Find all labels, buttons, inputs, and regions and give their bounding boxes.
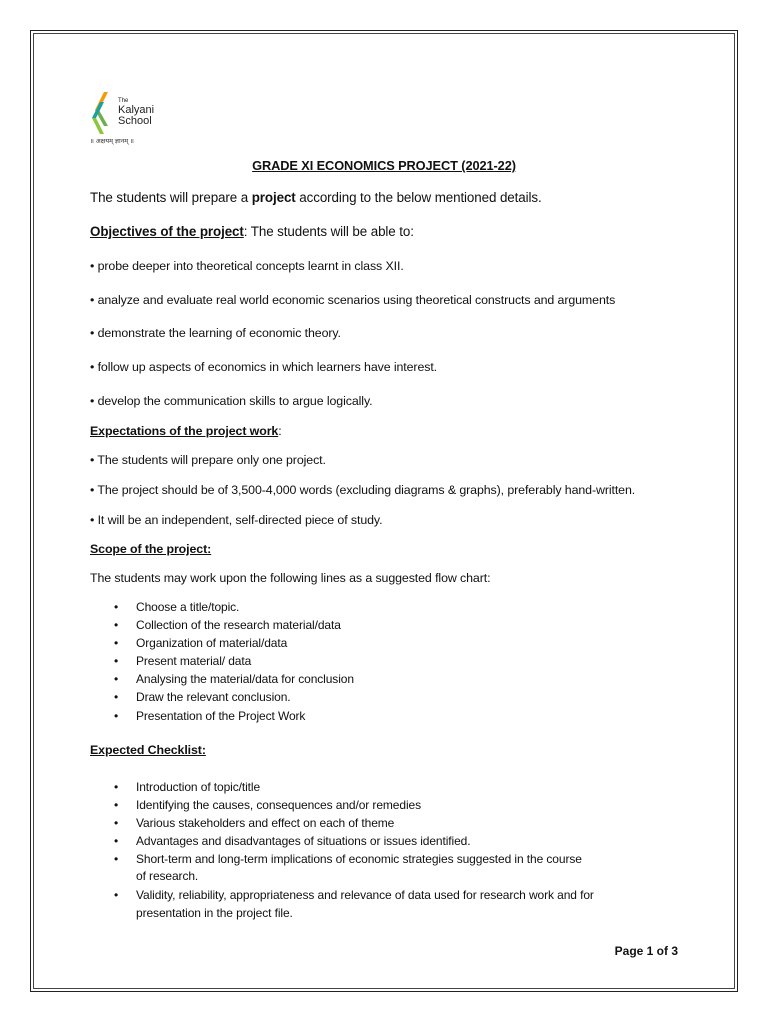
checklist-item: Short-term and long-term implications of economic strategies suggested in the course (136, 852, 582, 866)
intro-pre: The students will prepare a (90, 190, 252, 205)
checklist-item-continued: of research. (136, 869, 199, 883)
objective-item: • develop the communication skills to argue logically. (90, 394, 373, 408)
bullet-icon: • (114, 672, 119, 686)
objective-item: • analyze and evaluate real world economic scenarios using theoretical constructs and arguments (90, 293, 616, 307)
bullet-icon: • (114, 852, 119, 866)
checklist-heading: Expected Checklist: (90, 743, 206, 757)
objective-item: • follow up aspects of economics in which learners have interest. (90, 360, 438, 374)
checklist-item: Various stakeholders and effect on each of theme (136, 816, 395, 830)
expectation-item: • It will be an independent, self-directed piece of study. (90, 513, 383, 527)
scope-item: Analysing the material/data for conclusion (136, 672, 354, 686)
logo-motto: ॥ अक्षयम् ज्ञानम् ॥ (90, 138, 134, 145)
scope-item: Organization of material/data (136, 636, 288, 650)
bullet-icon: • (114, 709, 119, 723)
logo-line1: Kalyani (118, 104, 155, 116)
checklist-item: Validity, reliability, appropriateness and relevance of data used for research work and for (136, 888, 594, 902)
checklist-item: Introduction of topic/title (136, 780, 261, 794)
logo-line2: School (118, 114, 152, 127)
bullet-icon: • (114, 834, 119, 848)
bullet-icon: • (114, 798, 119, 812)
bullet-icon: • (114, 690, 119, 704)
objectives-heading-rest: : The students will be able to: (243, 224, 414, 239)
expectations-colon: : (278, 424, 282, 438)
objectives-heading-label: Objectives of the project (90, 224, 244, 239)
objectives-heading (90, 224, 414, 239)
checklist-item: Identifying the causes, consequences and/or remedies (136, 798, 421, 812)
bullet-icon: • (114, 618, 119, 632)
intro-post: according to the below mentioned details. (295, 190, 542, 205)
page-title: GRADE XI ECONOMICS PROJECT (2021-22) (252, 158, 516, 173)
scope-intro: The students may work upon the following lines as a suggested flow chart: (90, 571, 491, 585)
bullet-icon: • (114, 654, 119, 668)
bullet-icon: • (114, 600, 119, 614)
objective-item: • demonstrate the learning of economic theory. (90, 326, 341, 340)
logo-wordmark (118, 98, 154, 126)
scope-item: Collection of the research material/data (136, 618, 341, 632)
logo-the: The (118, 98, 129, 104)
expectations-heading-label: Expectations of the project work (90, 424, 279, 438)
kalyani-chevron-icon (90, 92, 116, 136)
bullet-icon: • (114, 636, 119, 650)
bullet-icon: • (114, 816, 119, 830)
scope-item: Choose a title/topic. (136, 600, 240, 614)
intro-bold: project (251, 190, 296, 205)
school-logo (90, 92, 170, 148)
intro-paragraph (90, 190, 542, 205)
scope-heading: Scope of the project: (90, 542, 212, 556)
scope-item: Draw the relevant conclusion. (136, 690, 291, 704)
objective-item: • probe deeper into theoretical concepts learnt in class XII. (90, 259, 404, 273)
expectation-item: • The project should be of 3,500-4,000 words (excluding diagrams & graphs), preferably hand-written. (90, 483, 636, 497)
scope-item: Present material/ data (136, 654, 252, 668)
expectation-item: • The students will prepare only one project. (90, 453, 326, 467)
checklist-item: Advantages and disadvantages of situations or issues identified. (136, 834, 471, 848)
expectations-heading (90, 424, 282, 438)
scope-item: Presentation of the Project Work (136, 709, 306, 723)
bullet-icon: • (114, 780, 119, 794)
bullet-icon: • (114, 888, 119, 902)
checklist-item-continued: presentation in the project file. (136, 906, 293, 920)
page-number: Page 1 of 3 (614, 944, 678, 958)
